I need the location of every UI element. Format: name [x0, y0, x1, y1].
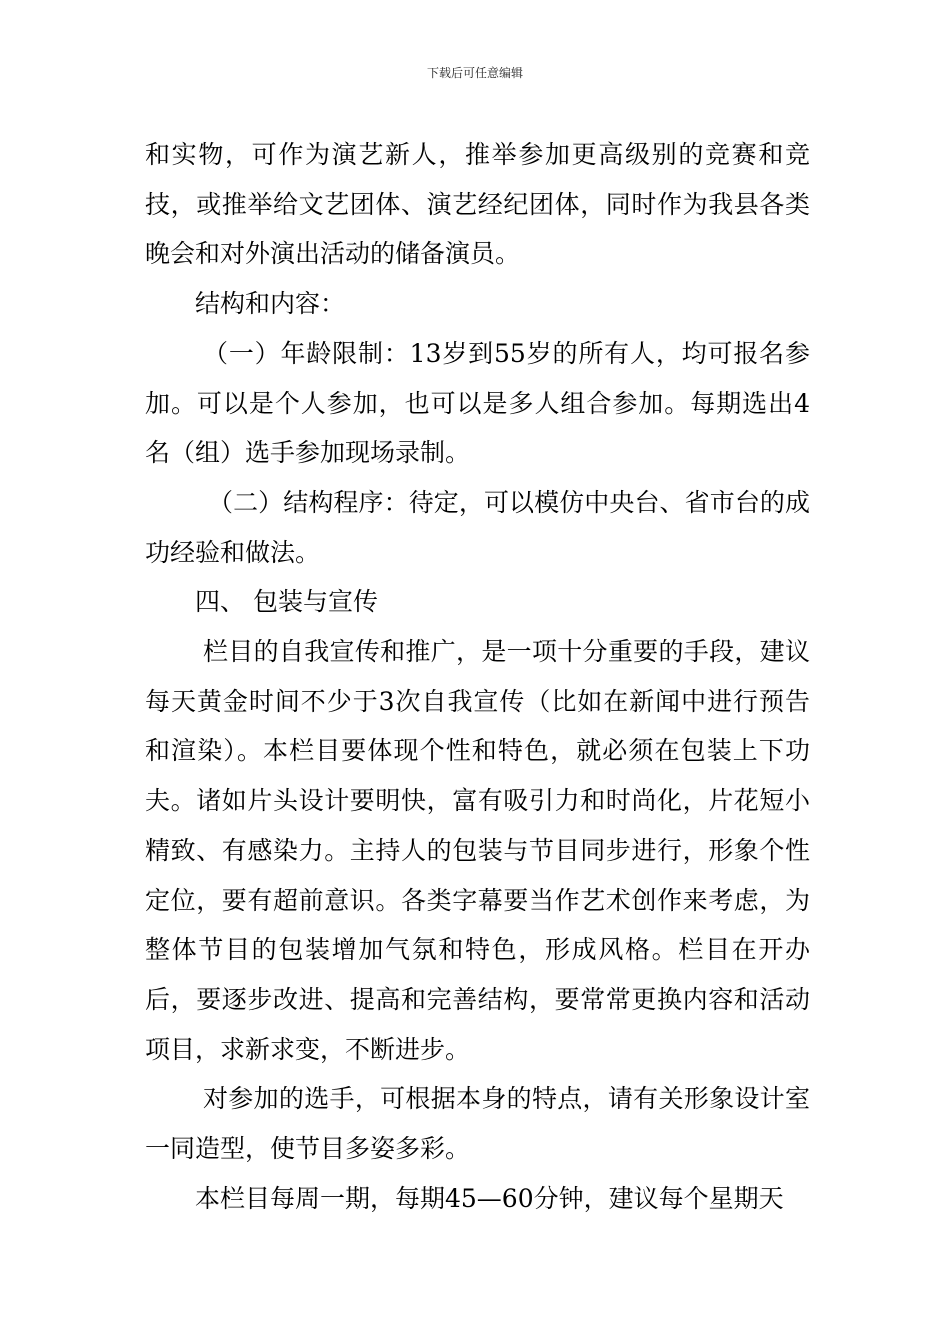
paragraph-promotion: 栏目的自我宣传和推广，是一项十分重要的手段，建议每天黄金时间不少于3次自我宣传（比如在新闻中进行预告和渲染）。本栏目要体现个性和特色，就必须在包装上下功夫。诸如片头设计要明快，富有吸引力和时尚化，片花短小精致、有感染力。主持人的包装与节目同步进行，形象个性定位，要有超前意识。各类字幕要当作艺术创作来考虑，为整体节目的包装增加气氛和特色，形成风格。栏目在开办后，要逐步改进、提高和完善结构，要常常更换内容和活动项目，求新求变，不断进步。	[145, 637, 810, 1064]
paragraph-structure-heading: 结构和内容：	[195, 289, 346, 319]
page-header: 下载后可任意编辑	[426, 66, 523, 80]
paragraph-schedule: 本栏目每周一期，每期45—60分钟，建议每个星期天	[195, 1183, 784, 1213]
section-heading-packaging: 四、 包装与宣传	[195, 587, 378, 617]
paragraph-contestants: 对参加的选手，可根据本身的特点，请有关形象设计室一同造型，使节目多姿多彩。	[145, 1084, 810, 1164]
paragraph-structure-procedure: （二）结构程序：待定，可以模仿中央台、省市台的成功经验和做法。	[145, 487, 810, 567]
paragraph-continuation: 和实物，可作为演艺新人，推举参加更高级别的竞赛和竞技，或推举给文艺团体、演艺经纪团体，同时作为我县各类晚会和对外演出活动的储备演员。	[145, 140, 810, 269]
document-body	[145, 130, 810, 1223]
paragraph-age-limit: （一）年龄限制：13岁到55岁的所有人，均可报名参加。可以是个人参加，也可以是多人组合参加。每期选出4名（组）选手参加现场录制。	[145, 338, 810, 468]
